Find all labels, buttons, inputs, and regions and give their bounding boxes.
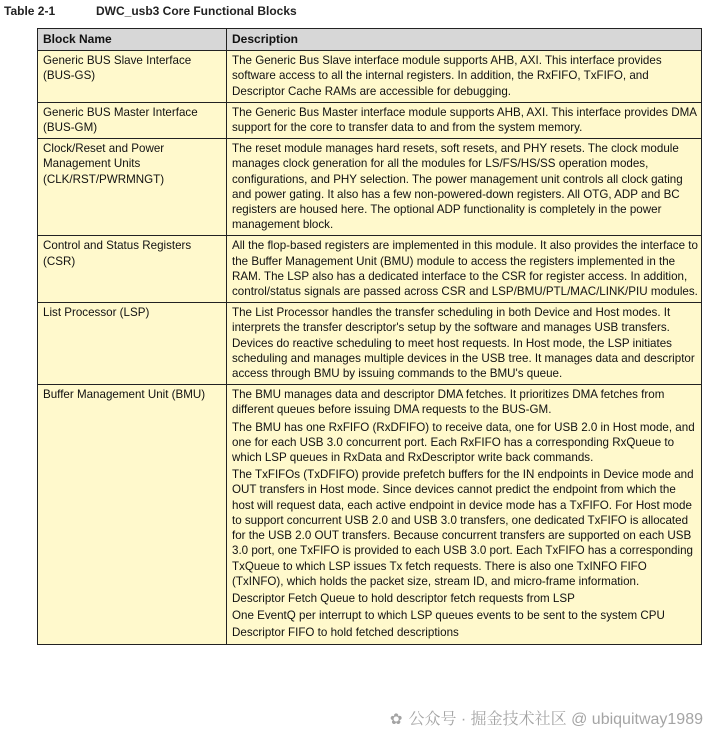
table-row [38, 236, 702, 303]
description-cell [227, 236, 702, 303]
table-row [38, 139, 702, 236]
description-cell [227, 139, 702, 236]
description-paragraph: The reset module manages hard resets, soft resets, and PHY resets. The clock module manages clock generation for all the modules for LS/FS/HS/SS operation modes, configurations, and PHY selection. The power management unit controls all clock gating and power gating. It also has a few non-powered-down registers. All OTG, ADP and BC registers are housed here. The optional ADP functionality is completely in the power management block. [232, 142, 683, 232]
description-cell [227, 303, 702, 385]
description-paragraph: All the flop-based registers are implemented in this module. It also provides the interface to the Buffer Management Unit (BMU) module to access the registers implemented in the RAM. The LSP also has a dedicated interface to the CSR for register access. In addition, control/status signals are passed across CSR and LSP/BMU/PTL/MAC/LINK/PIU modules. [232, 239, 698, 299]
header-description: Description [227, 29, 702, 51]
block-name-cell: Buffer Management Unit (BMU) [38, 385, 227, 644]
description-paragraph: Descriptor Fetch Queue to hold descriptor fetch requests from LSP [232, 591, 575, 605]
table-row [38, 102, 702, 138]
watermark-text: 公众号 · 掘金技术社区 @ ubiquitway1989 [408, 711, 703, 728]
table-caption [4, 4, 297, 18]
description-paragraph: The BMU has one RxFIFO (RxDFIFO) to receive data, one for USB 2.0 in Host mode, and one for each USB 3.0 concurrent port. Each RxFIFO has a corresponding RxQueue to which LSP queues in RxData and RxDescriptor write back commands. [232, 420, 695, 465]
block-name-cell: List Processor (LSP) [38, 303, 227, 385]
description-paragraph: Descriptor FIFO to hold fetched descriptions [232, 626, 459, 640]
functional-blocks-table [37, 28, 702, 645]
table-header-row [38, 29, 702, 51]
table-row [38, 51, 702, 103]
description-cell [227, 51, 702, 103]
description-paragraph: The Generic Bus Master interface module supports AHB, AXI. This interface provides DMA support for the core to transfer data to and from the system memory. [232, 105, 697, 135]
watermark [390, 706, 703, 729]
table-body [38, 51, 702, 644]
description-paragraph: One EventQ per interrupt to which LSP queues events to be sent to the system CPU [232, 609, 665, 623]
block-name-cell: Clock/Reset and Power Management Units (CLK/RST/PWRMNGT) [38, 139, 227, 236]
block-name-cell: Control and Status Registers (CSR) [38, 236, 227, 303]
table-number: Table 2-1 [4, 4, 56, 18]
block-name-cell: Generic BUS Slave Interface (BUS-GS) [38, 51, 227, 103]
description-paragraph: The Generic Bus Slave interface module supports AHB, AXI. This interface provides software access to all the internal registers. In addition, the RxFIFO, TxFIFO, and Descriptor Cache RAMs are accessible for debugging. [232, 54, 662, 98]
description-paragraph: The List Processor handles the transfer scheduling in both Device and Host modes. It interprets the transfer descriptor's setup by the software and manages USB transfers. Devices do reactive scheduling to meet host requests. In Host mode, the LSP initiates scheduling and manages multiple devices in the USB tree. It manages data and descriptor access through BMU by issuing commands to the BMU's queue. [232, 306, 695, 381]
table-title: DWC_usb3 Core Functional Blocks [96, 4, 297, 18]
block-name-cell: Generic BUS Master Interface (BUS-GM) [38, 102, 227, 138]
description-cell [227, 385, 702, 644]
description-paragraph: The BMU manages data and descriptor DMA fetches. It prioritizes DMA fetches from different queues before issuing DMA requests to the BUS-GM. [232, 388, 665, 417]
table-row [38, 385, 702, 644]
description-paragraph: The TxFIFOs (TxDFIFO) provide prefetch buffers for the IN endpoints in Device mode and OUT transfers in Host mode. Since devices cannot predict the endpoint from which the host will request data, each active endpoint in device mode has a TxFIFO. For Host mode to support concurrent USB 2.0 and USB 3.0 transfers, one dedicated TxFIFO is allocated for the USB 2.0 OUT transfers. Because concurrent transfers are supported on each USB 3.0 port, one TxFIFO is provided to each USB 3.0 port. Each TxFIFO has a corresponding TxQueue to which LSP issues Tx fetch requests. There is also one TxINFO FIFO (TxINFO), which holds the packet size, stream ID, and micro-frame information. [232, 468, 694, 588]
description-cell [227, 102, 702, 138]
wechat-icon: ✿ [389, 711, 403, 728]
header-block-name: Block Name [38, 29, 227, 51]
table-row [38, 303, 702, 385]
